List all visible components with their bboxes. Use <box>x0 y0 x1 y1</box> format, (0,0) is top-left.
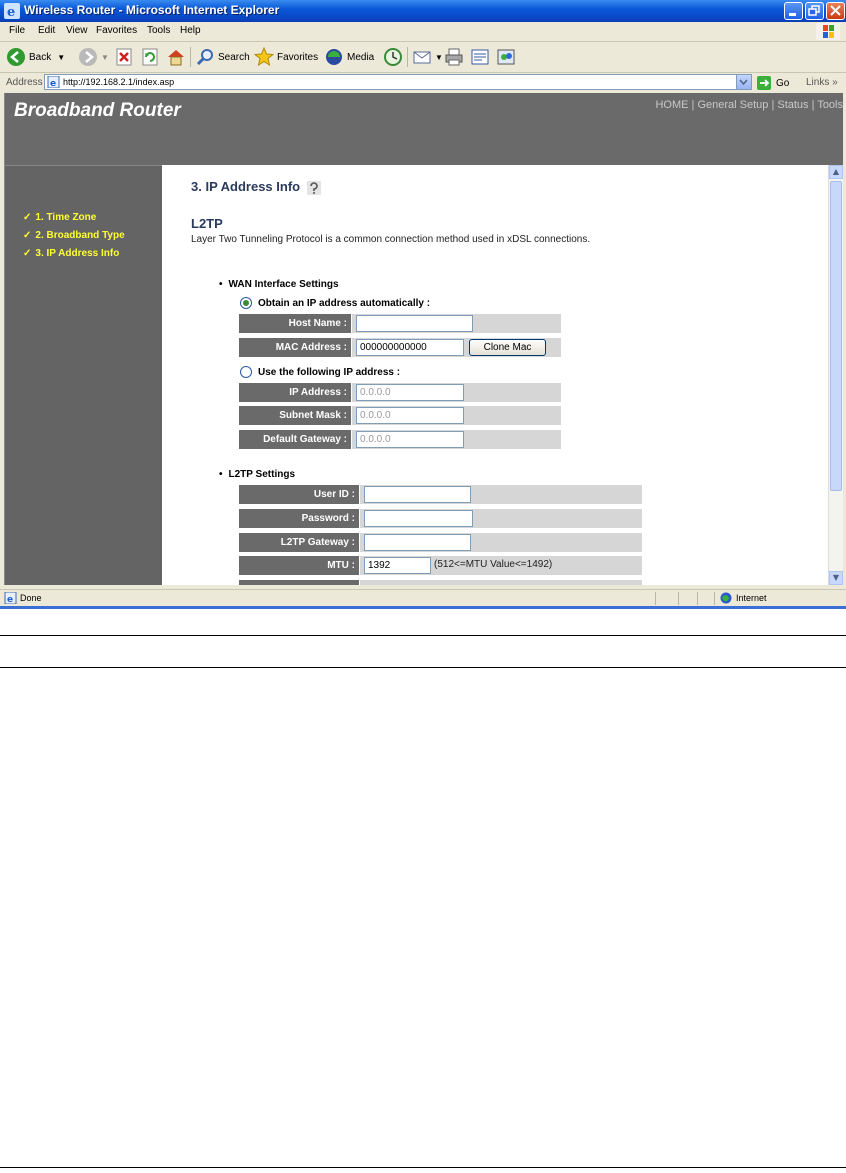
page-rule-middle <box>0 667 846 668</box>
l2tp-gateway-label: L2TP Gateway : <box>239 533 359 552</box>
user-id-row <box>239 485 642 504</box>
default-gateway-input[interactable]: 0.0.0.0 <box>356 431 464 448</box>
menu-favorites[interactable]: Favorites <box>96 25 138 36</box>
l2tp-settings-heading: • L2TP Settings <box>219 469 295 480</box>
next-row-cell <box>360 580 642 585</box>
address-dropdown-button[interactable] <box>736 75 751 89</box>
l2tp-gateway-input[interactable] <box>364 534 471 551</box>
messenger-button[interactable] <box>496 46 519 68</box>
mtu-row <box>239 556 642 575</box>
menu-view[interactable]: View <box>66 25 88 36</box>
user-id-input[interactable] <box>364 486 471 503</box>
scroll-thumb[interactable] <box>830 181 842 491</box>
mac-address-row <box>239 338 561 357</box>
window-title: Wireless Router - Microsoft Internet Explorer <box>24 3 280 17</box>
status-bar <box>0 589 846 607</box>
minimize-icon <box>785 3 802 19</box>
forward-arrow-icon <box>78 47 98 67</box>
mtu-cell <box>360 556 642 575</box>
ip-address-cell <box>352 383 561 402</box>
address-input[interactable] <box>44 74 752 90</box>
user-id-label: User ID : <box>239 485 359 504</box>
password-label: Password : <box>239 509 359 528</box>
security-zone: Internet <box>736 593 767 603</box>
refresh-icon <box>140 47 160 67</box>
brand-title: Broadband Router <box>14 100 181 121</box>
mac-address-cell <box>352 338 561 357</box>
menu-file[interactable]: File <box>9 25 26 36</box>
default-gateway-row <box>239 430 561 449</box>
checkmark-icon: ✓ <box>23 212 32 223</box>
static-ip-label: Use the following IP address : <box>258 366 401 378</box>
default-gateway-label: Default Gateway : <box>239 430 351 449</box>
toolbar-separator <box>190 47 191 67</box>
sidebar-item-broadband-type[interactable] <box>23 230 125 241</box>
page-viewport <box>4 93 843 585</box>
sidebar-item-label: 3. IP Address Info <box>35 248 120 259</box>
search-icon <box>195 47 215 67</box>
ip-address-row <box>239 383 561 402</box>
print-button[interactable] <box>444 46 467 68</box>
status-text: Done <box>20 593 42 603</box>
password-input[interactable] <box>364 510 473 527</box>
favorites-label: Favorites <box>277 51 319 63</box>
obtain-auto-radio-row[interactable] <box>240 297 430 309</box>
mtu-hint: (512<=MTU Value<=1492) <box>434 559 553 570</box>
go-arrow-icon <box>757 76 771 90</box>
page-icon <box>47 76 60 88</box>
l2tp-heading: L2TP <box>191 216 223 231</box>
router-header <box>5 93 843 165</box>
close-icon <box>827 3 844 19</box>
ip-address-input[interactable]: 0.0.0.0 <box>356 384 464 401</box>
sidebar-item-label: 1. Time Zone <box>35 212 97 223</box>
obtain-auto-radio[interactable] <box>240 297 252 309</box>
host-name-row <box>239 314 561 333</box>
subnet-mask-label: Subnet Mask : <box>239 406 351 425</box>
forward-button[interactable] <box>78 46 109 68</box>
address-label: Address <box>6 77 43 88</box>
ip-address-label: IP Address : <box>239 383 351 402</box>
refresh-button[interactable] <box>140 46 163 68</box>
edit-page-icon <box>470 47 490 67</box>
media-icon <box>324 47 344 67</box>
checkmark-icon: ✓ <box>23 248 32 259</box>
checkmark-icon: ✓ <box>23 230 32 241</box>
media-button[interactable] <box>324 46 374 68</box>
edit-button[interactable] <box>470 46 493 68</box>
page-rule-bottom <box>0 1167 846 1168</box>
password-cell <box>360 509 642 528</box>
subnet-mask-cell <box>352 406 561 425</box>
password-row <box>239 509 642 528</box>
chevron-down-icon <box>737 75 750 89</box>
help-icon[interactable] <box>307 181 321 195</box>
go-button[interactable] <box>757 76 789 90</box>
title-bar <box>0 0 846 22</box>
search-label: Search <box>218 51 250 63</box>
mail-button[interactable] <box>412 46 443 68</box>
status-divider <box>697 592 698 605</box>
history-button[interactable] <box>383 46 406 68</box>
internet-globe-icon <box>720 592 732 604</box>
stop-icon <box>114 47 134 67</box>
close-button[interactable] <box>826 2 845 20</box>
favorites-button[interactable] <box>254 46 318 68</box>
top-nav[interactable]: HOME | General Setup | Status | Tools <box>655 99 843 111</box>
restore-icon <box>806 3 823 19</box>
static-ip-radio[interactable] <box>240 366 252 378</box>
messenger-icon <box>496 47 516 67</box>
mac-address-input[interactable]: 000000000000 <box>356 339 464 356</box>
next-row-label <box>239 580 359 585</box>
menu-edit[interactable]: Edit <box>38 25 56 36</box>
status-divider <box>655 592 656 605</box>
printer-icon <box>444 47 464 67</box>
links-label: Links <box>806 77 830 88</box>
menu-tools[interactable]: Tools <box>147 25 171 36</box>
mtu-input[interactable]: 1392 <box>364 557 431 574</box>
toolbar <box>0 42 846 73</box>
subnet-mask-input[interactable]: 0.0.0.0 <box>356 407 464 424</box>
sidebar-item-time-zone[interactable] <box>23 212 96 223</box>
address-bar <box>0 73 846 93</box>
window-bottom-border <box>0 606 846 609</box>
main-content <box>162 165 828 585</box>
scroll-down-button[interactable]: ▼ <box>829 571 843 585</box>
back-label: Back <box>29 51 52 63</box>
back-arrow-icon <box>6 47 26 67</box>
menu-help[interactable]: Help <box>180 25 201 36</box>
mac-address-label: MAC Address : <box>239 338 351 357</box>
maximize-button[interactable] <box>805 2 824 20</box>
section-title <box>191 179 321 195</box>
history-icon <box>383 47 403 67</box>
sidebar-item-label: 2. Broadband Type <box>35 230 125 241</box>
svg-text:e: e <box>7 595 14 604</box>
search-button[interactable] <box>195 46 250 68</box>
home-button[interactable] <box>166 46 189 68</box>
stop-button[interactable] <box>114 46 137 68</box>
l2tp-description: Layer Two Tunneling Protocol is a common connection method used in xDSL connections. <box>191 234 591 245</box>
static-ip-radio-row[interactable] <box>240 366 400 378</box>
l2tp-gateway-row <box>239 533 642 552</box>
minimize-button[interactable] <box>784 2 803 20</box>
next-row-partial <box>239 580 642 585</box>
forward-dropdown-icon[interactable]: ▼ <box>101 52 109 62</box>
svg-text:e: e <box>50 79 57 88</box>
back-button[interactable] <box>6 46 65 68</box>
host-name-input[interactable] <box>356 315 473 332</box>
subnet-mask-row <box>239 406 561 425</box>
host-name-label: Host Name : <box>239 314 351 333</box>
default-gateway-cell <box>352 430 561 449</box>
go-label: Go <box>776 77 790 89</box>
favorites-star-icon <box>254 47 274 67</box>
svg-text:e: e <box>7 5 16 19</box>
back-dropdown-icon[interactable]: ▼ <box>57 52 66 62</box>
sidebar <box>5 165 162 585</box>
mtu-label: MTU : <box>239 556 359 575</box>
ie-logo-icon <box>4 3 20 19</box>
wan-settings-heading: • WAN Interface Settings <box>219 279 339 290</box>
menu-bar <box>0 22 846 42</box>
page-rule-top <box>0 635 846 636</box>
section-title-text: 3. IP Address Info <box>191 179 301 194</box>
windows-flag-icon <box>816 23 840 40</box>
page-done-icon <box>4 592 17 604</box>
address-url: http://192.168.2.1/index.asp <box>63 77 175 87</box>
mail-icon <box>412 47 432 67</box>
home-icon <box>166 47 186 67</box>
obtain-auto-label: Obtain an IP address automatically : <box>258 297 431 309</box>
media-label: Media <box>347 51 375 63</box>
sidebar-item-ip-address-info[interactable] <box>23 248 119 259</box>
l2tp-gateway-cell <box>360 533 642 552</box>
status-divider <box>714 592 715 605</box>
mail-dropdown-icon[interactable]: ▼ <box>435 52 443 62</box>
toolbar-separator <box>407 47 408 67</box>
vertical-scrollbar[interactable] <box>828 165 843 585</box>
status-divider <box>678 592 679 605</box>
user-id-cell <box>360 485 642 504</box>
links-button[interactable]: Links » <box>806 77 838 88</box>
clone-mac-button[interactable]: Clone Mac <box>469 339 546 356</box>
host-name-cell <box>352 314 561 333</box>
scroll-up-button[interactable]: ▲ <box>829 165 843 179</box>
